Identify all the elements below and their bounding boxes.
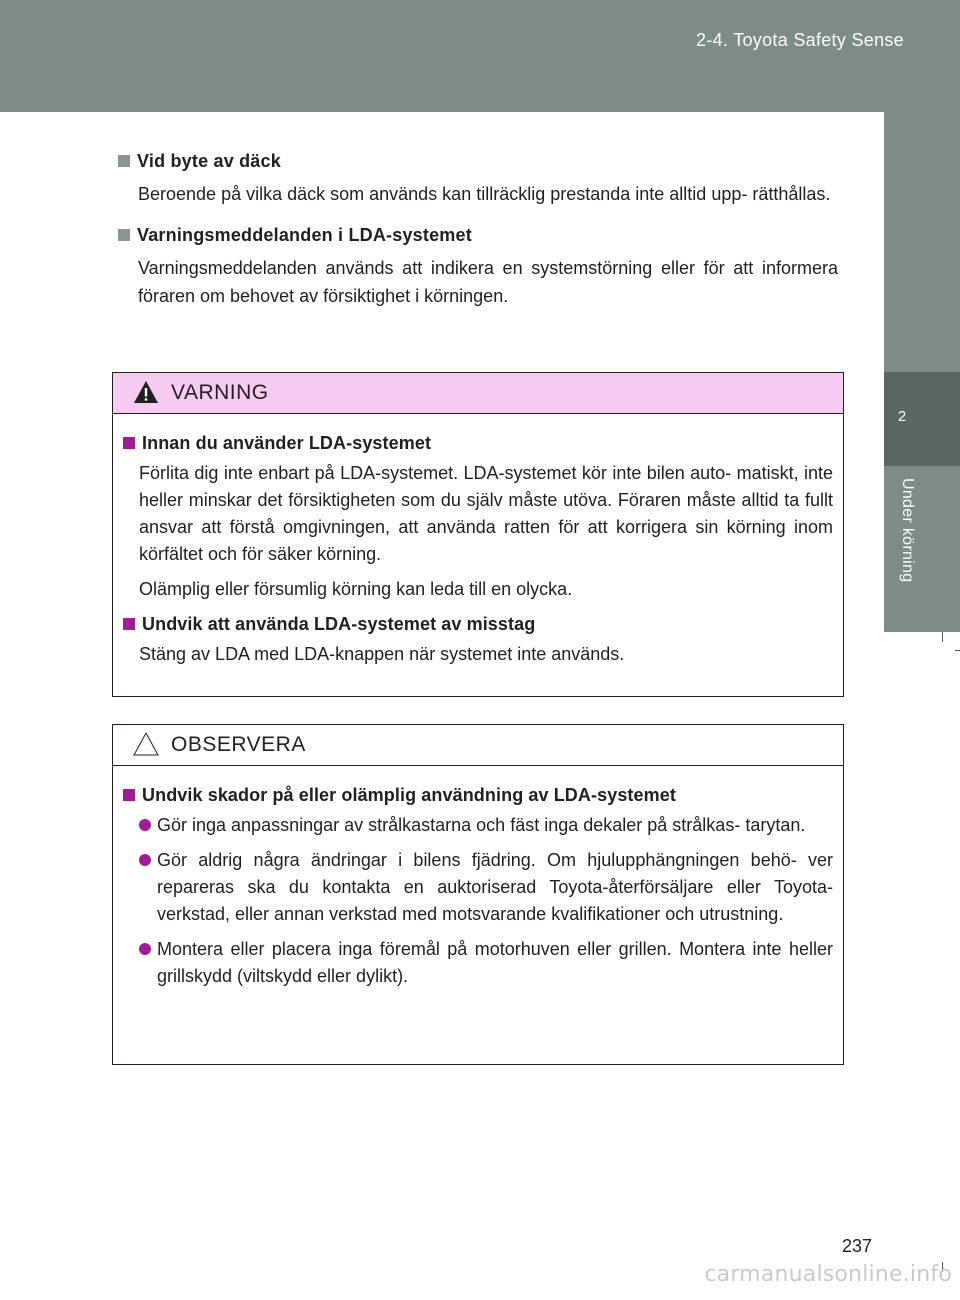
warning-paragraph: Olämplig eller försumlig körning kan leda till en olycka. [139, 579, 573, 599]
square-bullet-icon [123, 618, 135, 630]
list-item [139, 812, 833, 839]
notice-body [113, 766, 843, 990]
square-bullet-icon [118, 155, 130, 167]
warning-item-title: Undvik att använda LDA-systemet av misstag [123, 611, 833, 637]
bullet-text: Montera eller placera inga föremål på motorhuven eller grillen. Montera inte heller grillskydd (viltskydd eller dylikt). [157, 939, 833, 986]
dot-bullet-icon [139, 854, 151, 866]
crop-mark [955, 650, 960, 651]
bullet-text: Gör aldrig några ändringar i bilens fjädring. Om hjulupphängningen behö- ver repareras ska du kontakta en auktoriserad Toyota-återförsäljare eller Toyota-verkstad, eller annan verkstad med motsvarande kvalifikationer och utrustning. [157, 850, 833, 924]
caution-triangle-icon [133, 731, 159, 757]
warning-item-title: Innan du använder LDA-systemet [123, 430, 833, 456]
chapter-label: Under körning [899, 478, 916, 583]
notice-box [112, 724, 844, 1065]
notice-item-title: Undvik skador på eller olämplig användning av LDA-systemet [123, 782, 833, 808]
square-bullet-icon [118, 229, 130, 241]
warning-triangle-icon [133, 379, 159, 405]
dot-bullet-icon [139, 943, 151, 955]
section-text: Varningsmeddelanden används att indikera en systemstörning eller för att informera föraren om behovet av försiktighet i körningen. [138, 258, 838, 306]
warning-paragraph: Stäng av LDA med LDA-knappen när systemet inte används. [139, 644, 625, 664]
section-heading: Vid byte av däck [118, 148, 838, 174]
list-item [139, 847, 833, 928]
page-number: 237 [841, 1236, 872, 1256]
watermark: carmanualsonline.info [704, 1262, 952, 1287]
section-title: 2-4. Toyota Safety Sense [696, 30, 904, 50]
dot-bullet-icon [139, 819, 151, 831]
side-strip-upper [884, 112, 960, 372]
warning-body [113, 414, 843, 668]
section-warning-messages [118, 222, 838, 310]
square-bullet-icon [123, 437, 135, 449]
notice-header [113, 725, 843, 766]
bullet-text: Gör inga anpassningar av strålkastarna och fäst inga dekaler på strålkas- tarytan. [157, 815, 806, 835]
section-tire-change [118, 148, 838, 208]
main-content [118, 148, 838, 324]
warning-header [113, 373, 843, 414]
warning-label: VARNING [171, 381, 269, 404]
square-bullet-icon [123, 789, 135, 801]
list-item [139, 936, 833, 990]
chapter-number: 2 [897, 408, 907, 425]
notice-label: OBSERVERA [171, 733, 306, 756]
section-text: Beroende på vilka däck som används kan tillräcklig prestanda inte alltid upp- rätthållas. [138, 184, 831, 204]
header-bar [0, 0, 960, 112]
warning-box [112, 372, 844, 697]
crop-mark [942, 632, 943, 642]
section-heading: Varningsmeddelanden i LDA-systemet [118, 222, 838, 248]
warning-paragraph: Förlita dig inte enbart på LDA-systemet. LDA-systemet kör inte bilen auto- matiskt, inte heller minskar det försiktigheten som du själv måste utöva. Föraren måste alltid ta fullt ansvar att förstå omgivningen, att använda ratten för att korrigera sin körning inom körfältet och för säker körning. [139, 463, 833, 564]
